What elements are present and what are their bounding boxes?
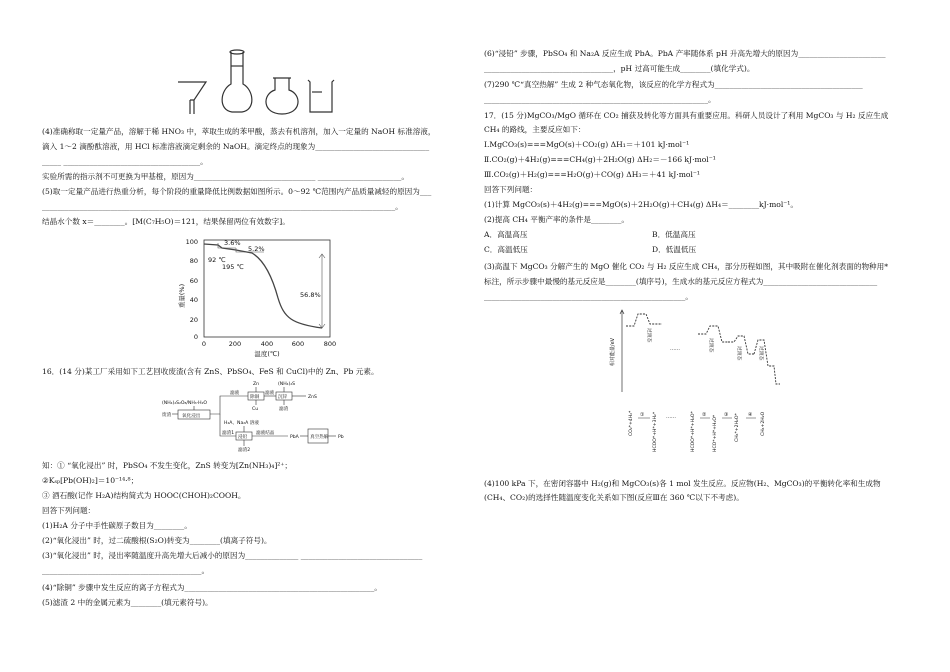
svg-text:200: 200 bbox=[228, 340, 242, 348]
step-2: ② bbox=[702, 412, 707, 418]
y-axis-label: 重量(%) bbox=[178, 283, 186, 309]
nh42s-label: (NH₄)₂S bbox=[278, 382, 296, 387]
q17-intro-1: 17．(15 分)MgCO₃/MgO 循环在 CO₂ 捕获及转化等方面具有重要应用。科研人员设计了利用 MgCO₃ 与 H₂ 反应生成 bbox=[484, 111, 889, 120]
q5-line-3: 结晶水个数 x＝________。[M(C₇H₅O)＝121，结果保留两位有效数字]。 bbox=[42, 217, 290, 226]
q4-line-2: 滴入 1～2 滴酚酞溶液，用 HCl 标准溶液滴定剩余的 NaOH。滴定终点的现象为______________________________ bbox=[42, 142, 430, 151]
q16-note-3: ③ 酒石酸(记作 H₂A)结构简式为 HOOC(CHOH)₂COOH。 bbox=[42, 491, 246, 500]
dots-lower: …… bbox=[666, 414, 676, 420]
svg-text:沉锌: 沉锌 bbox=[278, 395, 288, 400]
annotation-92c: 92 ℃ bbox=[208, 256, 226, 264]
residue: 滤渣 bbox=[279, 407, 289, 412]
step-4: ④ bbox=[748, 412, 753, 418]
q16-cont-line-2: __________________________________，pH 过高可能生成________(填化学式)。 bbox=[484, 64, 755, 73]
svg-text:0: 0 bbox=[193, 333, 198, 341]
q17-question-3-line-3: _____________________________________________________。 bbox=[484, 292, 693, 301]
filtrate2: 滤液 bbox=[265, 391, 275, 396]
beaker-icon bbox=[308, 80, 334, 112]
svg-text:40: 40 bbox=[189, 296, 198, 304]
svg-text:真空热解: 真空热解 bbox=[310, 435, 329, 440]
q16-question-3: (3)“氧化浸出” 时，浸出率随温度升高先增大后减小的原因为______________ ________________________________ bbox=[42, 551, 423, 560]
energy-path-4 bbox=[754, 340, 780, 384]
svg-text:0: 0 bbox=[201, 340, 207, 348]
x-axis-ticks bbox=[202, 340, 336, 348]
species-1: CO₂*+4H₂* bbox=[629, 410, 634, 436]
q4-line-1: (4)准确称取一定量产品，溶解于稀 HNO₃ 中，萃取生成的苯甲酸，蒸去有机溶剂，加入一定量的 NaOH 标准溶液， bbox=[42, 127, 436, 136]
reagents-mid: H₂A、Na₂A 溶液 bbox=[224, 421, 259, 426]
q4-line-4: 实验所需的指示剂不可更换为甲基橙，原因为________________________________ ______________________。 bbox=[42, 172, 409, 181]
svg-text:除铜: 除铜 bbox=[250, 395, 260, 400]
q17-option-d: D．低温低压 bbox=[652, 245, 697, 254]
species-6: CH₄+2H₂O bbox=[761, 411, 766, 436]
ts-label-3: 过渡态 bbox=[736, 346, 741, 361]
q17-reaction-1: Ⅰ.MgCO₃(s)===MgO(s)＋CO₂(g) ΔH₁＝＋101 kJ·mol⁻¹ bbox=[484, 140, 690, 149]
pba-label: PbA bbox=[290, 435, 299, 440]
round-flask-icon bbox=[266, 78, 298, 114]
residue1: 滤渣1 bbox=[222, 431, 235, 436]
dots-upper: …… bbox=[670, 346, 680, 352]
q17-question-2: (2)提高 CH₄ 平衡产率的条件是________。 bbox=[484, 215, 629, 224]
q16-cont-line-1: (6)“浸铅” 步骤，PbSO₄ 和 Na₂A 反应生成 PbA。PbA 产率随体系 pH 升高先增大的原因为_______________________ bbox=[484, 49, 886, 58]
q16-question-3-cont: __________________________________________。 bbox=[42, 566, 210, 575]
species-2: HCOO*+H*+3H₂* bbox=[653, 411, 658, 452]
q16-title: 16．(14 分)某工厂采用如下工艺回收废渣(含有 ZnS、PbSO₄、FeS 和 CuCl)中的 Zn、Pb 元素。 bbox=[42, 367, 379, 376]
species-4: HCO*+H*+H₂O* bbox=[713, 414, 718, 452]
q17-option-b: B．低温高压 bbox=[652, 230, 696, 239]
species-5: CH₄*+2H₂O* bbox=[735, 413, 740, 442]
q4-line-3: _____ ____________________________________。 bbox=[42, 157, 208, 166]
svg-text:60: 60 bbox=[189, 277, 198, 285]
q17-question-1: (1)计算 MgCO₃(s)＋4H₂(g)===MgO(s)＋2H₂O(g)＋CH₄(g) ΔH₄＝________kJ·mol⁻¹。 bbox=[484, 200, 798, 209]
q16-answer-prompt: 回答下列问题： bbox=[42, 506, 96, 515]
cu-label: Cu bbox=[252, 407, 259, 412]
q17-question-3-line-1: (3)高温下 MgCO₃ 分解产生的 MgO 催化 CO₂ 与 H₂ 反应生成 CH₄，部分历程如图，其中吸附在催化剂表面的物种用* bbox=[484, 262, 889, 271]
svg-text:20: 20 bbox=[189, 316, 198, 324]
q16-cont-line-3: (7)290 ℃“真空热解” 生成 2 种气态氧化物，该反应的化学方程式为_______________________________________ bbox=[484, 80, 863, 89]
q17-option-a: A．高温高压 bbox=[484, 230, 528, 239]
annotation-195c: 195 ℃ bbox=[222, 263, 244, 271]
q16-note-1: 知：① “氧化浸出” 时，PbSO₄ 不发生变化，ZnS 转变为[Zn(NH₃)₄]²⁺； bbox=[42, 461, 292, 470]
reagents-top: (NH₄)₂S₂O₈/NH₃·H₂O bbox=[162, 401, 208, 406]
y-axis-ticks bbox=[186, 238, 198, 341]
product-pb: Pb bbox=[338, 435, 344, 440]
product-zns: ZnS bbox=[308, 395, 317, 400]
q17-reaction-2: Ⅱ.CO₂(g)＋4H₂(g)===CH₄(g)＋2H₂O(g) ΔH₂＝－166 kJ·mol⁻¹ bbox=[484, 155, 716, 164]
annotation-56-8: 56.8% bbox=[300, 291, 321, 299]
feedstock: 废渣 bbox=[162, 413, 172, 418]
svg-text:氧化浸出: 氧化浸出 bbox=[182, 414, 201, 419]
svg-text:80: 80 bbox=[189, 257, 198, 265]
tga-chart bbox=[172, 236, 342, 360]
q16-question-4: (4)“除铜” 步骤中发生反应的离子方程式为__________________________________________________。 bbox=[42, 583, 382, 592]
annotation-3-6: 3.6% bbox=[224, 239, 241, 247]
step-3: ③ bbox=[724, 412, 729, 418]
q16-note-2: ②Kₛₚ[Pb(OH)₂]＝10⁻¹⁴·⁸； bbox=[42, 476, 139, 485]
funnel-icon bbox=[178, 82, 206, 114]
process-flow-diagram bbox=[160, 378, 360, 454]
q16-question-5: (5)滤渣 2 中的金属元素为________(填元素符号)。 bbox=[42, 598, 213, 607]
q16-question-1: (1)H₂A 分子中手性碳原子数目为________。 bbox=[42, 521, 192, 530]
q17-question-4-line-2: (CH₄、CO₂)的选择性随温度变化关系如下图(反应Ⅲ在 360 ℃以下不考虑)。 bbox=[484, 493, 744, 502]
residue2: 滤渣2 bbox=[238, 448, 251, 453]
filtrate-crystal: 滤液结晶 bbox=[256, 431, 275, 436]
y-axis-label: 相对能量/eV bbox=[610, 337, 616, 367]
q16-question-2: (2)“氧化浸出” 时，过二硫酸根(S₂O)转变为________(填离子符号)。 bbox=[42, 536, 272, 545]
species-3: HCOO*+H*+H₂O* bbox=[691, 411, 696, 452]
ts-label-4: 过渡态 bbox=[758, 346, 763, 361]
energy-profile-diagram bbox=[604, 306, 784, 458]
q16-cont-line-4: ___________________________________________________________。 bbox=[484, 95, 716, 104]
glassware-illustration bbox=[172, 48, 342, 116]
svg-text:800: 800 bbox=[323, 340, 337, 348]
svg-text:浸铅: 浸铅 bbox=[238, 435, 248, 440]
zn-label: Zn bbox=[253, 382, 260, 387]
svg-text:400: 400 bbox=[260, 340, 274, 348]
q5-line-2: _____________________________________________________________________________________________。 bbox=[42, 202, 403, 211]
q17-question-4-line-1: (4)100 kPa 下，在密闭容器中 H₂(g)和 MgCO₃(s)各 1 mol 发生反应。反应物(H₂、MgCO₃)的平衡转化率和生成物 bbox=[484, 479, 881, 488]
q17-reaction-3: Ⅲ.CO₂(g)＋H₂(g)===H₂O(g)＋CO(g) ΔH₃＝＋41 kJ·mol⁻¹ bbox=[484, 170, 700, 179]
svg-text:100: 100 bbox=[185, 238, 198, 246]
energy-path-1 bbox=[626, 314, 662, 326]
q17-question-3-line-2: 标注，所示步骤中最慢的基元反应是________(填序号)，生成水的基元反应方程式为______________________________ bbox=[484, 277, 878, 286]
ts-label-1: 过渡态 bbox=[646, 328, 651, 343]
q17-answer-prompt: 回答下列问题： bbox=[484, 185, 538, 194]
svg-text:600: 600 bbox=[291, 340, 305, 348]
x-axis-label: 温度(℃) bbox=[254, 350, 280, 358]
q17-option-c: C．高温低压 bbox=[484, 245, 528, 254]
annotation-5-2: 5.2% bbox=[248, 245, 265, 253]
ts-label-2: 过渡态 bbox=[708, 338, 713, 353]
q5-line-1: (5)取一定量产品进行热重分析，每个阶段的重量降低比例数据如图所示。0～92 ℃范围内产品质量减轻的原因为___ bbox=[42, 187, 432, 196]
volumetric-flask-icon bbox=[222, 52, 252, 112]
step-1: ① bbox=[640, 412, 645, 418]
q17-intro-2: CH₄ 的路线，主要反应如下： bbox=[484, 125, 586, 134]
filtrate1: 滤液 bbox=[230, 391, 240, 396]
